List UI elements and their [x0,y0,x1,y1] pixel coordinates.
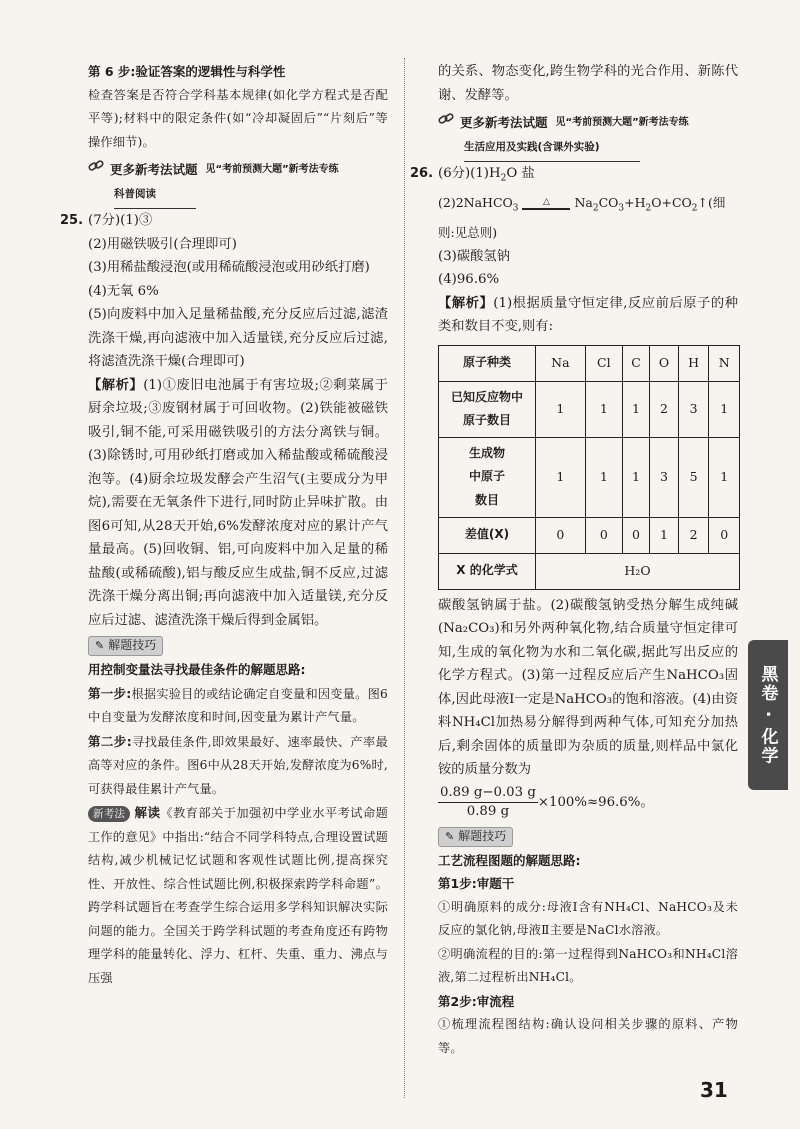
q26-line3: (3)碳酸氢钠 [438,248,511,264]
tip-title: 用控制变量法寻找最佳条件的解题思路: [88,662,306,677]
table-cell: 1 [585,437,622,517]
analysis-label: 【解析】 [88,377,144,393]
step1-item1: ①明确原料的成分:母液Ⅰ含有NH₄Cl、NaHCO₃及未反应的氯化钠,母液Ⅱ主要是NaCl水溶液。 [438,899,738,938]
mass-fraction-formula [438,784,738,821]
table-cell: 0 [622,517,649,553]
table-cell: Na [536,345,586,381]
link-icon [438,111,454,135]
table-cell: 1 [622,437,649,517]
fraction: $\frac{0.89 g-0.03 g}{0.89 g}$ [440,784,536,819]
banner-title: 更多新考法试题 [110,162,198,177]
q25-line2: (2)用磁铁吸引(合理即可) [88,236,237,252]
question-number: 26. [410,166,434,181]
banner-more-questions [88,158,388,182]
step2-label: 第2步:审流程 [438,993,515,1009]
subject-side-tab [748,640,788,790]
pencil-icon: ✎ [445,829,455,843]
table-cell: 0 [709,517,740,553]
tip-step1-label: 第一步: [88,685,132,701]
banner-more-questions-2 [438,111,738,135]
fraction-tail: ×100%≈96.6%。 [537,794,654,810]
new-exam-text: 《教育部关于加强初中学业水平考试命题工作的意见》中指出:“结合不同学科特点,合理设置试题结构,减少机械记忆试题和客观性试题比例,提高探究性、开放性、综合性试题比例,积极探索跨学科命题”。跨学科试题旨在考查学生综合运用多学科知识解决实际问题的能力。全国关于跨学科试题的考查角度还有跨物理学科的能量转化、浮力、杠杆、失重、重力、沸点与压强 [88,806,389,985]
table-cell: 1 [585,381,622,437]
continued-text: 的关系、物态变化,跨生物学科的光合作用、新陈代谢、发酵等。 [438,64,738,103]
right-column [410,60,739,1060]
tip-badge [438,827,513,847]
table-cell: 5 [678,437,709,517]
tip-label: 解题技巧 [108,638,157,653]
table-row [439,345,740,381]
table-cell: 1 [709,437,740,517]
table-cell: C [622,345,649,381]
analysis-label: 【解析】 [438,295,494,311]
table-row [439,437,740,517]
pencil-icon: ✎ [95,639,105,653]
table-header-label: 原子种类 [439,345,536,381]
table-cell: 0 [585,517,622,553]
q25-analysis [88,374,388,633]
table-row-label: 生成物 中原子 数目 [439,437,536,517]
table-cell: 1 [622,381,649,437]
q25-line1: (7分)(1)③ [88,213,153,228]
table-cell: 1 [536,381,586,437]
tip-step2-text: 寻找最佳条件,即效果最好、速率最快、产率最高等对应的条件。图6中从28天开始,发酵浓度为6%时,可获得最佳累计产气量。 [88,734,388,796]
q25-line5: (5)向废料中加入足量稀盐酸,充分反应后过滤,滤渣洗涤干燥,再向滤液中加入适量镁,充分反应后过滤,将滤渣洗涤干燥(合理即可) [88,307,388,369]
banner-note: 见“考前预测大题”新考法专练 [205,164,339,175]
tip-title: 工艺流程图题的解题思路: [438,852,581,868]
step2-item1: ①梳理流程图结构:确认设问相关步骤的原料、产物等。 [438,1017,738,1055]
table-cell: 2 [650,381,679,437]
tip-label: 解题技巧 [458,828,507,843]
table-cell: O [650,345,679,381]
table-row [439,517,740,553]
tip-step1 [88,682,388,730]
page-number: 31 [700,1078,728,1102]
left-column [60,60,389,990]
step1-item2: ②明确流程的目的:第一过程得到NaHCO₃和NH₄Cl溶液,第二过程析出NH₄Cl。 [438,946,738,985]
step1-label: 第1步:审题干 [438,876,515,892]
table-cell: 0 [536,517,586,553]
after-table-text: 碳酸氢钠属于盐。(2)碳酸氢钠受热分解生成纯碱(Na₂CO₃)和另外两种氧化物,结合质量守恒定律可知,生成的氧化物为水和二氧化碳,据此写出反应的化学方程式。(3)第一过程反应后产生NaHCO₃固体,因此母液Ⅰ一定是NaHCO₃的饱和溶液。(4)由资料NH₄Cl加热易分解得到两种气体,可知充分加热后,剩余固体的质量即为杂质的质量,则样品中氯化铵的质量分数为 [438,597,738,778]
table-cell: Cl [585,345,622,381]
column-divider [404,58,405,1098]
banner-sub: 科普阅读 [114,183,196,210]
table-cell: N [709,345,740,381]
tip-badge [88,636,163,656]
side-tab-label: 黑卷 · 化学 [757,664,778,766]
table-row [439,381,740,437]
table-row-label: 差值(X) [439,517,536,553]
q26-line1: (6分)$(1)H_2O$ 盐 [438,166,535,184]
q26-analysis [438,292,738,339]
table-row [439,553,740,589]
step6-title: 第 6 步:验证答案的逻辑性与科学性 [88,64,286,79]
reaction-arrow: △ [522,198,570,210]
q26-equation: (2)2NaHCO$_3$ △ $Na_2CO_3+H_2O+CO_2↑$(细则:见总则) [438,195,726,241]
table-cell: 1 [709,381,740,437]
table-cell: H [678,345,709,381]
banner-sub: 生活应用及实践(含课外实验) [464,136,640,163]
analysis-text: (1)根据质量守恒定律,反应前后原子的种类和数目不变,则有: [438,295,739,335]
tip-step2 [88,730,388,802]
table-cell: 1 [650,517,679,553]
step6-text: 检查答案是否符合学科基本规律(如化学方程式是否配平等);材料中的限定条件(如“冷却凝固后”“片刻后”等操作细节)。 [88,87,388,149]
banner-title: 更多新考法试题 [460,115,548,130]
q25-line4: (4)无氧 6% [88,283,159,299]
banner-note: 见“考前预测大题”新考法专练 [555,117,689,128]
new-exam-tag: 新考法 [88,806,130,822]
atom-count-table [438,345,740,590]
table-row-label: X 的化学式 [439,553,536,589]
tip-step1-text: 根据实验目的或结论确定自变量和因变量。图6中自变量为发酵浓度和时间,因变量为累计产气量。 [88,686,388,724]
q25-line3: (3)用稀盐酸浸泡(或用稀硫酸浸泡或用砂纸打磨) [88,260,370,275]
new-exam-note [88,801,388,990]
link-icon [88,158,104,182]
table-row-label: 已知反应物中 原子数目 [439,381,536,437]
q26-line4: (4)96.6% [438,272,500,288]
table-cell: 2 [678,517,709,553]
new-exam-read: 解读 [134,805,161,820]
table-cell: H₂O [536,553,740,589]
analysis-text: (1)①废旧电池属于有害垃圾;②剩菜属于厨余垃圾;③废钢材属于可回收物。(2)铁能被磁铁吸引,铜不能,可采用磁铁吸引的方法分离铁与铜。(3)除锈时,可用砂纸打磨或加入稀盐酸或稀硫酸浸泡等。(4)厨余垃圾发酵会产生沼气(主要成分为甲烷),需要在无氧条件下进行,同时防止异味扩散。由图6可知,从28天开始,6%发酵浓度对应的累计产气量最高。(5)回收铜、铝,可向废料中加入足量的稀盐酸(或稀硫酸),铝与酸反应生成盐,铜不反应,过滤洗涤干燥分离出铜;再向滤液中加入适量镁,充分反应后过滤、滤渣洗涤干燥后得到金属铝。 [88,377,388,628]
tip-step2-label: 第二步: [88,733,132,749]
question-number: 25. [60,213,84,228]
table-cell: 3 [650,437,679,517]
table-cell: 3 [678,381,709,437]
table-cell: 1 [536,437,586,517]
